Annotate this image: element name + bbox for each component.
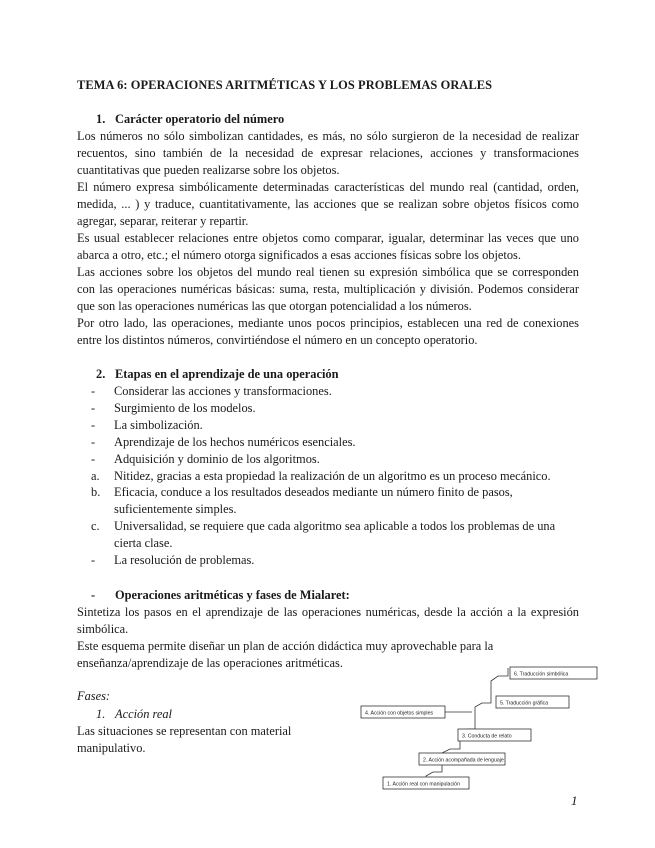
list-item: a. Nitidez, gracias a esta propiedad la realización de un algoritmo es un proceso mecánico. bbox=[91, 468, 551, 483]
section-1-paragraph-2: El número expresa simbólicamente determinadas características del mundo real (cantidad, orden, medida, ... ) y traduce, cuantitativamente, las acciones que se realizan sobre objetos físicos como agregar, separar, reiterar y repartir. bbox=[77, 180, 579, 228]
section-3-marker: - bbox=[91, 588, 96, 602]
section-1-paragraph-4: Las acciones sobre los objetos del mundo real tienen su expresión simbólica que se corresponden con las operaciones numéricas básicas: suma, resta, multiplicación y división. Podemos considerar que son las operaciones numéricas las que otorgan potencialidad a los números. bbox=[77, 265, 579, 313]
step-1-label: 1. Acción real con manipulación bbox=[387, 781, 460, 788]
staircase-line bbox=[426, 668, 508, 785]
section-2-number: 2. bbox=[96, 367, 106, 381]
list-item: - Adquisición y dominio de los algoritmos. bbox=[91, 451, 320, 466]
section-1-paragraph-3: Es usual establecer relaciones entre objetos como comparar, igualar, determinar las veces que uno abarca a otro, etc.; el número otorga significados a esas acciones físicas sobre los objetos. bbox=[77, 231, 579, 262]
step-6-label: 6. Traducción simbólica bbox=[514, 671, 569, 678]
section-1-title: Carácter operatorio del número bbox=[115, 112, 285, 126]
list-item: b. Eficacia, conduce a los resultados deseados mediante un número finito de pasos, suficientemente simples. bbox=[91, 485, 513, 517]
list-item: - Aprendizaje de los hechos numéricos esenciales. bbox=[91, 434, 356, 449]
section-3-paragraph-1: Sintetiza los pasos en el aprendizaje de las operaciones numéricas, desde la acción a la expresión simbólica. bbox=[77, 605, 579, 636]
list-item: - Surgimiento de los modelos. bbox=[91, 400, 256, 415]
step-4-label: 4. Acción con objetos simples bbox=[365, 710, 434, 717]
list-item: - Considerar las acciones y transformaciones. bbox=[91, 384, 332, 398]
fases-label: Fases: bbox=[77, 689, 111, 703]
accion-real-number: 1. bbox=[96, 707, 106, 721]
list-item: c. Universalidad, se requiere que cada algoritmo sea aplicable a todos los problemas de una cierta clase. bbox=[91, 519, 556, 551]
accion-real-text: Las situaciones se representan con material manipulativo. bbox=[77, 724, 292, 755]
accion-real-title: Acción real bbox=[115, 707, 172, 721]
section-1-paragraph-1: Los números no sólo simbolizan cantidades, es más, no sólo surgieron de la necesidad de realizar recuentos, sino también de la necesidad de expresar relaciones, acciones y transformaciones cuantitativas que pueden realizarse sobre los objetos. bbox=[77, 129, 579, 177]
section-2-title: Etapas en el aprendizaje de una operación bbox=[115, 367, 339, 381]
step-3-label: 3. Conducta de relato bbox=[462, 733, 512, 740]
page-number: 1 bbox=[571, 793, 578, 808]
section-1-number: 1. bbox=[96, 112, 106, 126]
list-item: - La simbolización. bbox=[91, 417, 203, 432]
step-2-label: 2. Acción acompañada de lenguaje bbox=[423, 757, 504, 764]
step-5-label: 5. Traducción gráfica bbox=[500, 700, 549, 707]
document-title: TEMA 6: OPERACIONES ARITMÉTICAS Y LOS PROBLEMAS ORALES bbox=[77, 78, 493, 92]
section-1-paragraph-5: Por otro lado, las operaciones, mediante unos pocos principios, establecen una red de conexiones entre los distintos números, convirtiéndose el número en un concepto operatorio. bbox=[77, 316, 579, 347]
section-3-paragraph-2: Este esquema permite diseñar un plan de acción didáctica muy aprovechable para la enseñanza/aprendizaje de las operaciones aritméticas. bbox=[77, 639, 494, 670]
section-3-title: Operaciones aritméticas y fases de Mialaret: bbox=[115, 588, 350, 602]
list-item: - La resolución de problemas. bbox=[91, 553, 255, 568]
